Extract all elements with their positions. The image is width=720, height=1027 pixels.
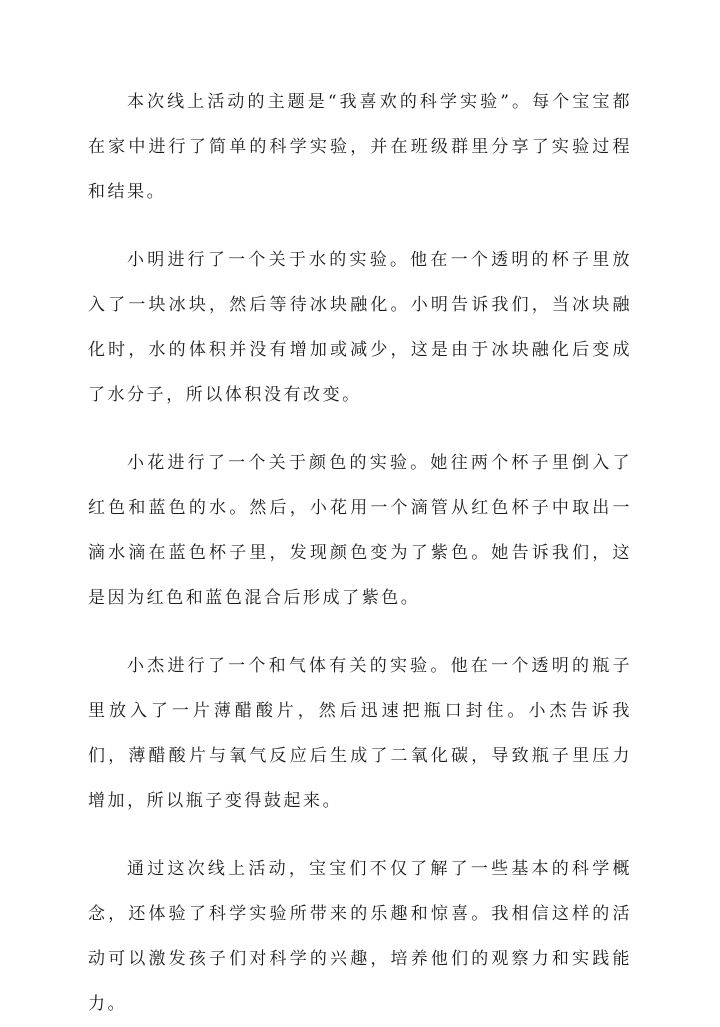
paragraph-theme: 本次线上活动的主题是“我喜欢的科学实验”。每个宝宝都在家中进行了简单的科学实验，并在班级群里分享了实验过程和结果。 bbox=[88, 92, 632, 202]
paragraph-xiaojie: 小杰进行了一个和气体有关的实验。他在一个透明的瓶子里放入了一片薄醋酸片，然后迅速把瓶口封住。小杰告诉我们，薄醋酸片与氧气反应后生成了二氧化碳，导致瓶子里压力增加，所以瓶子变得鼓起来。 bbox=[88, 656, 632, 811]
paragraph-xiaoming: 小明进行了一个关于水的实验。他在一个透明的杯子里放入了一块冰块，然后等待冰块融化。小明告诉我们，当冰块融化时，水的体积并没有增加或减少，这是由于冰块融化后变成了水分子，所以体积没有改变。 bbox=[88, 250, 632, 405]
paragraph-conclusion: 通过这次线上活动，宝宝们不仅了解了一些基本的科学概念，还体验了科学实验所带来的乐趣和惊喜。我相信这样的活动可以激发孩子们对科学的兴趣，培养他们的观察力和实践能力。 bbox=[88, 859, 632, 1014]
paragraph-xiaohua: 小花进行了一个关于颜色的实验。她往两个杯子里倒入了红色和蓝色的水。然后，小花用一个滴管从红色杯子中取出一滴水滴在蓝色杯子里，发现颜色变为了紫色。她告诉我们，这是因为红色和蓝色混合后形成了紫色。 bbox=[88, 453, 632, 608]
